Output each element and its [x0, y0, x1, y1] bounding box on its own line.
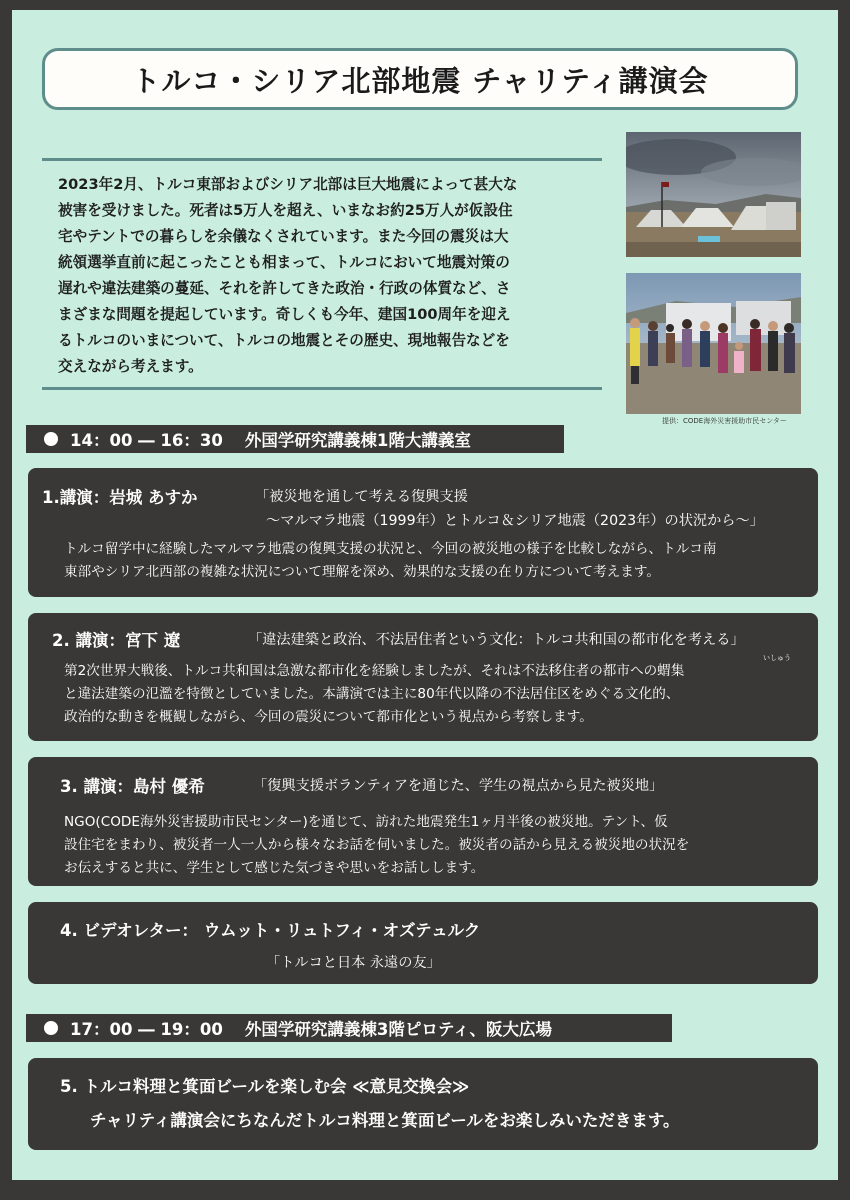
talk-4-subtitle: 「トルコと日本 永遠の友」: [266, 955, 441, 971]
body-line: トルコ留学中に経験したマルマラ地震の復興支援の状況と、今回の被災地の様子を比較しながら、トルコ南: [64, 541, 717, 557]
intro-line: 2023年2月、トルコ東部およびシリア北部は巨大地震によって甚大な: [58, 176, 518, 193]
tent-camp-photo: [626, 132, 801, 257]
session-2-time: 17：00 ― 19：00: [70, 1020, 223, 1039]
talk-2-heading: 2. 講演：宮下 遼: [52, 631, 181, 650]
talk-3-subtitle: 「復興支援ボランティアを通じた、学生の視点から見た被災地」: [253, 778, 664, 794]
title-box: [42, 48, 798, 110]
intro-line: 交えながら考えます。: [58, 358, 203, 375]
session-1-bar: [26, 425, 564, 453]
intro-paragraph: [58, 172, 598, 380]
intro-top-divider: [42, 158, 602, 161]
intro-line: るトルコのいまについて、トルコの地震とその歴史、現地報告などを: [58, 332, 510, 349]
talk-2-description: [64, 660, 804, 729]
photo-credit: 提供：CODE海外災害援助市民センター: [662, 417, 787, 425]
talk-1-description: [64, 538, 804, 584]
intro-bottom-divider: [42, 387, 602, 390]
reception-description: チャリティ講演会にちなんだトルコ料理と箕面ビールをお楽しみいただきます。: [90, 1111, 680, 1130]
body-line: 政治的な動きを概観しながら、今回の震災について都市化という視点から考察します。: [64, 709, 593, 725]
talk-3-heading: 3. 講演：島村 優希: [60, 777, 205, 796]
talk-2-card: [28, 613, 818, 741]
body-line: お伝えすると共に、学生として感じた気づきや思いをお話しします。: [64, 860, 485, 876]
talk-4-heading: 4. ビデオレター： ウムット・リュトフィ・オズテュルク: [60, 921, 481, 940]
page-title: トルコ・シリア北部地震 チャリティ講演会: [131, 63, 709, 98]
talk-3-description: [64, 811, 804, 880]
bullet-dot-icon: [44, 1021, 58, 1035]
evacuees-photo: [626, 273, 801, 414]
talk-3-card: [28, 757, 818, 886]
talk-1-card: [28, 468, 818, 597]
body-line: 第2次世界大戦後、トルコ共和国は急激な都市化を経験しましたが、それは不法移住者の都市への蝟集: [64, 663, 685, 679]
talk-4-card: [28, 902, 818, 984]
ruby-reading: いしゅう: [763, 654, 791, 662]
session-1-time: 14：00 ― 16：30: [70, 431, 223, 450]
session-2-bar: [26, 1014, 672, 1042]
body-line: NGO(CODE海外災害援助市民センター)を通じて、訪れた地震発生1ヶ月半後の被災地。テント、仮: [64, 814, 668, 830]
body-line: と違法建築の氾濫を特徴としていました。本講演では主に80年代以降の不法居住区をめぐる文化的、: [64, 686, 680, 702]
session-1-location: 外国学研究講義棟1階大講義室: [244, 431, 471, 450]
talk-1-subtitle-cont: ～マルマラ地震（1999年）とトルコ＆シリア地震（2023年）の状況から～」: [266, 513, 764, 529]
bullet-dot-icon: [44, 432, 58, 446]
intro-line: まざまな問題を提起しています。奇しくも今年、建国100周年を迎え: [58, 306, 511, 323]
intro-line: 宅やテントでの暮らしを余儀なくされています。また今回の震災は大: [58, 228, 509, 245]
body-line: 東部やシリア北西部の複雑な状況について理解を深め、効果的な支援の在り方について考えます。: [64, 564, 660, 580]
talk-1-heading: 1.講演：岩城 あすか: [42, 488, 198, 507]
talk-2-subtitle: 「違法建築と政治、不法居住者という文化：トルコ共和国の都市化を考える」: [248, 632, 745, 648]
session-2-location: 外国学研究講義棟3階ピロティ、阪大広場: [244, 1020, 553, 1039]
intro-line: 統領選挙直前に起こったことも相まって、トルコにおいて地震対策の: [58, 254, 510, 271]
talk-1-subtitle: 「被災地を通して考える復興支援: [255, 489, 468, 505]
intro-line: 遅れや違法建築の蔓延、それを許してきた政治・行政の体質など、さ: [58, 280, 511, 297]
reception-card: [28, 1058, 818, 1150]
intro-line: 被害を受けました。死者は5万人を超え、いまなお約25万人が仮設住: [58, 202, 513, 219]
body-line: 設住宅をまわり、被災者一人一人から様々なお話を伺いました。被災者の話から見える被災地の状況を: [64, 837, 690, 853]
reception-heading: 5. トルコ料理と箕面ビールを楽しむ会 ≪意見交換会≫: [60, 1077, 470, 1096]
flyer-sheet: [12, 10, 838, 1180]
